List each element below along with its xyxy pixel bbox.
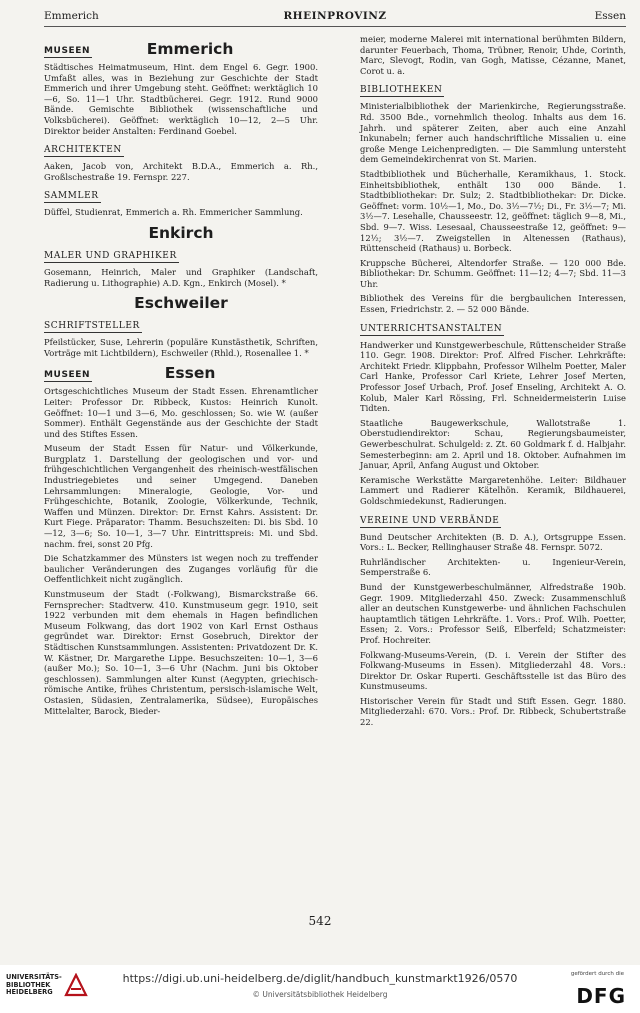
page-number: 542 [308,914,332,928]
place-heading-emmerich [44,40,318,58]
running-header [44,8,626,27]
right-column [360,34,626,732]
section-sammler: SAMMLER [44,191,99,202]
entry-text: Museum der Stadt Essen für Natur- und Völkerkunde, Burgplatz 1. Darstellung der geologischen und vor- und frühgeschichtlichen Vergangenheit des rheinisch-westfälischen Industriegebietes und seiner Umgegend. Daneben Lehrsammlungen: Mineralogie, Geologie, Vor- und Frühgeschichte, Botanik, Zoologie, Völkerkunde, Technik, Waffen und Münzen. Direktor: Dr. Ernst Kahrs. Assistent: Dr. Kurt Fiege. Präparator: Thamm. Besuchszeiten: Di. bis Sbd. 10—12, 3—6; So. 10—1, 3—7 Uhr. Eintrittspreis: Mi. und Sbd. nachm. frei, sonst 20 Pfg. [44,443,318,549]
header-center: RHEINPROVINZ [283,10,387,22]
entry-text: Kunstmuseum der Stadt (-Folkwang), Bismarckstraße 66. Fernsprecher: Stadtverw. 410. Kunstmuseum gegr. 1910, seit 1922 verbunden mit dem ehemals in Hagen befindlichen Museum Folkwang, das dort 1902 von Karl Ernst Osthaus gegründet war. Direktor: Ernst Gosebruch, Direktor der Städtischen Kunstsammlungen. Assistenten: Privatdozent Dr. K. W. Kästner, Dr. Margarethe Lippe. Besuchszeiten: 10—1, 3—6 (außer Mo.); So. 10—1, 3—6 Uhr (Nachm. Juni bis Oktober geschlossen). Sammlungen alter Kunst (Aegypten, griechisch-römische Antike, frühes Christentum, persisch-islamische Welt, Ostasien, Südasien, Zentralamerika, Südsee), Europäisches Mittelalter, Barock, Bieder- [44,589,318,716]
section-architekten: ARCHITEKTEN [44,145,122,156]
entry-text: Ministerialbibliothek der Marienkirche, Regierungsstraße. Rd. 3500 Bde., vornehmlich theolog. Inhalts aus dem 16. Jahrh. und späterer Zeiten, aber auch eine Anzahl Inkunabeln; ferner auch handschriftliche Missalien u. eine große Menge Leichenpredigten. — Die Sammlung untersteht dem Gemeindekirchenrat von St. Marien. [360,101,626,165]
entry-text: Aaken, Jacob von, Architekt B.D.A., Emmerich a. Rh., Großlschestraße 19. Fernspr. 227. [44,161,318,182]
dfg-logo: DFG [576,984,626,1008]
header-right: Essen [594,10,626,22]
section-vereine: VEREINE UND VERBÄNDE [360,515,500,526]
funding-caption: gefördert durch die [570,971,624,977]
entry-text: Ruhrländischer Architekten- u. Ingenieur-Verein, Semperstraße 6. [360,556,626,578]
entry-text: Staatliche Baugewerkschule, Wallotstraße 1. Oberstudiendirektor: Schau, Regierungsbaumeister, Gewerbeschulrat. Schulgeld: z. Zt. 60 Goldmark f. d. Halbjahr. Semesterbeginn: am 2. April und 18. Oktober. Aufnahmen im Januar, April, Anfang August und Oktober. [360,417,626,471]
section-museen: MUSEEN [44,46,91,56]
section-maler: MALER UND GRAPHIKER [44,250,177,261]
entry-text: Bund der Kunstgewerbeschulmänner, Alfredstraße 190b. Gegr. 1909. Mitgliederzahl 450. Zweck: Zusammenschluß aller an deutschen Kunstgewerbe- und ähnlichen Fachschulen hauptamtlich tätigen Lehrkräfte. 1. Vors.: Prof. Wilh. Poetter, Essen; 2. Vors.: Professor Seiß, Elberfeld; Schatzmeister: Prof. Hochreiter. [360,581,626,645]
entry-text: Düffel, Studienrat, Emmerich a. Rh. Emmericher Sammlung. [44,207,303,218]
entry-text: Stadtbibliothek und Bücherhalle, Keramikhaus, 1. Stock. Einheitsbibliothek, enthält 130 000 Bände. 1. Stadtbibliothekar: Dr. Sulz; 2. Stadtbibliothekar: Dr. Dicke. Geöffnet: vorm. 10½—1, Mo., Do. 3½—7½; Di., Fr. 3½—7; Mi. 3½—7. Lesehalle, Chausseestr. 12, geöffnet: täglich 9—8, Mi., Sbd. 9—7. Wiss. Lesesaal, Chausseestraße 12, geöffnet: 9—12½; 3½—7. Zweigstellen in Altenessen (Rathaus), Rüttenscheid (Rathaus) u. Borbeck. [360,168,626,254]
entry-text: Bibliothek des Vereins für die bergbaulichen Interessen, Essen, Friedrichstr. 2. — 52 000 Bände. [360,293,626,315]
entry-text: Pfeilstücker, Suse, Lehrerin (populäre Kunstästhetik, Schriften, Vorträge mit Lichtbildern), Eschweiler (Rhld.), Rosenallee 1. * [44,337,318,358]
entry-text: Die Schatzkammer des Münsters ist wegen noch zu treffender baulicher Veränderungen des Zuganges vorläufig für die Oeffentlichkeit nicht zugänglich. [44,553,318,585]
entry-text: Historischer Verein für Stadt und Stift Essen. Gegr. 1880. Mitgliederzahl: 670. Vors.: Prof. Dr. Ribbeck, Schubertstraße 22. [360,695,626,728]
entry-text: Ortsgeschichtliches Museum der Stadt Essen. Ehrenamtlicher Leiter: Professor Dr. Ribbeck, Kustos: Heinrich Kunolt. Geöffnet: 10—1 und 3—6, Mo. geschlossen; So. wie W. (außer Sommer). Enthält Gegenstände aus der Geschichte der Stadt und des Stiftes Essen. [44,386,318,439]
place-title: Emmerich [146,40,234,58]
entry-text: Städtisches Heimatmuseum, Hint. dem Engel 6. Gegr. 1900. Umfaßt alles, was in Beziehung zur Geschichte der Stadt Emmerich und ihrer Umgebung steht. Geöffnet: werktäglich 10—6, So. 11—1 Uhr. Stadtbücherei. Gegr. 1912. Rund 9000 Bände. Gemischte Bibliothek (wissenschaftliche und Volksbücherei). Geöffnet: werktäglich 10—12, 2—5 Uhr. Direktor beider Anstalten: Ferdinand Goebel. [44,62,318,136]
viewer-footer [0,966,640,1013]
place-title-enkirch: Enkirch [148,223,214,242]
entry-text: Gosemann, Heinrich, Maler und Graphiker (Landschaft, Radierung u. Lithographie) A.D. Kgn., Enkirch (Mosel). * [44,266,318,288]
section-bibliotheken: BIBLIOTHEKEN [360,85,443,96]
library-logo-icon [64,973,88,997]
section-schriftsteller: SCHRIFTSTELLER [44,321,140,332]
entry-text: Handwerker und Kunstgewerbeschule, Rüttenscheider Straße 110. Gegr. 1908. Direktor: Prof. Alfred Fischer. Lehrkräfte: Architekt Friedr. Klippbahn, Professor Wilhelm Poetter, Maler Carl Hanke, Professor Carl Kriete, Lehrer Josef Merten, Professor Josef Urbach, Prof. Josef Enseling, Architekt A. O. Kolub, Maler Karl Rössing, Frl. Schneidermeisterin Luise Tidten. [360,339,626,414]
entry-text: Keramische Werkstätte Margaretenhöhe. Leiter: Bildhauer Lammert und Radierer Kätelhön. Keramik, Bildhauerei, Goldschmiedekunst, Radierungen. [360,474,626,506]
place-title: Essen [164,364,216,383]
entry-text: meier, moderne Malerei mit international berühmten Bildern, darunter Feuerbach, Thoma, Trübner, Renoir, Uhde, Corinth, Marc, Slevogt, Rodin, van Gogh, Matisse, Cézanne, Manet, Corot u. a. [360,34,626,76]
section-unterricht: UNTERRICHTSANSTALTEN [360,323,503,334]
entry-text: Folkwang-Museums-Verein, (D. i. Verein der Stifter des Folkwang-Museums in Essen). Mitgliederzahl 48. Vors.: Direktor Dr. Oskar Ruperti. Geschäftsstelle ist das Büro des Kunstmuseums. [360,649,626,692]
document-url-link[interactable]: https://digi.ub.uni-heidelberg.de/diglit/handbuch_kunstmarkt1926/0570 [122,972,518,985]
section-museen: MUSEEN [44,370,91,381]
header-left: Emmerich [44,10,99,22]
place-title-eschweiler: Eschweiler [134,294,228,313]
entry-text: Bund Deutscher Architekten (B. D. A.), Ortsgruppe Essen. Vors.: L. Becker, Rellinghauser Straße 48. Fernspr. 5072. [360,531,626,553]
library-logo-text: UNIVERSITÄTS-BIBLIOTHEK HEIDELBERG [6,973,62,997]
entry-text: Kruppsche Bücherei, Altendorfer Straße. — 120 000 Bde. Bibliothekar: Dr. Schumm. Geöffnet: 11—12; 4—7; Sbd. 11—3 Uhr. [360,257,626,289]
copyright-notice: © Universitätsbibliothek Heidelberg [252,990,388,999]
place-heading-essen [44,364,318,382]
left-column [44,34,318,720]
